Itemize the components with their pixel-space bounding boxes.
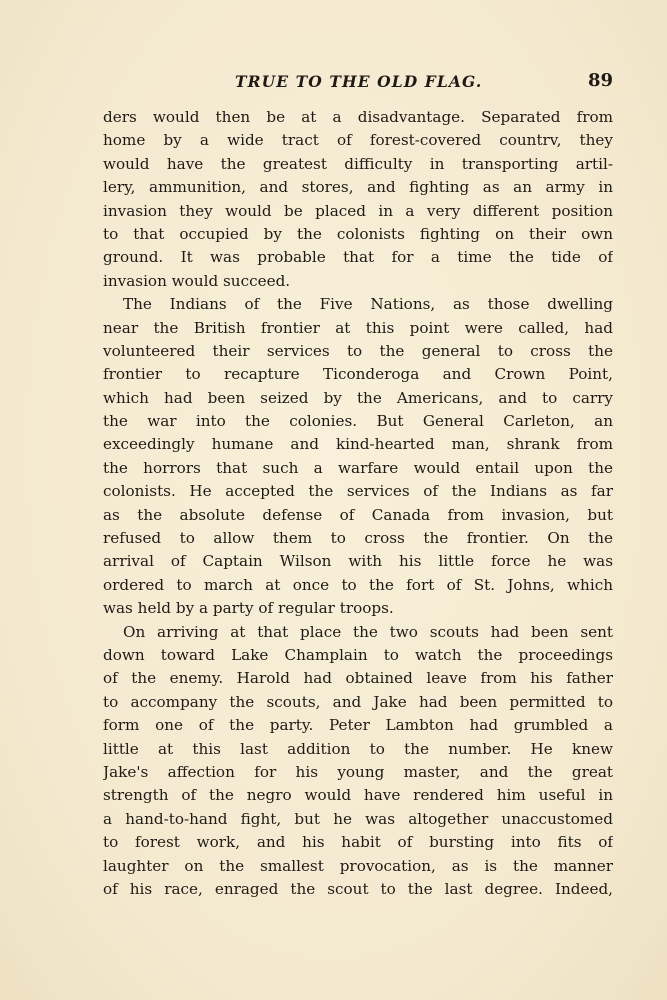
text-line: down toward Lake Champlain to watch the proceedings [103,645,613,664]
text-line: frontier to recapture Ticonderoga and Crown Point, [103,365,613,384]
text-line: form one of the party. Peter Lambton had grumbled a [103,716,613,735]
paragraph-start-line: On arriving at that place the two scouts had been sent [123,622,613,641]
text-line: to accompany the scouts, and Jake had been permitted to [103,692,613,711]
page-number: 89 [587,70,613,91]
text-line: lery, ammunition, and stores, and fighting as an army in [103,178,613,197]
running-title: TRUE TO THE OLD FLAG. [235,72,483,91]
text-line: arrival of Captain Wilson with his little force he was [103,552,613,571]
paragraph-end-line: was held by a party of regular troops. [103,599,394,618]
body-text [103,106,613,901]
text-line: to forest work, and his habit of bursting into fits of [103,833,613,852]
text-line: the horrors that such a warfare would entail upon the [103,458,613,477]
text-line: of the enemy. Harold had obtained leave from his father [103,669,613,688]
text-line: ders would then be at a disadvantage. Separated from [103,108,613,126]
text-line: volunteered their services to the general to cross the [103,341,613,360]
text-line: laughter on the smallest provocation, as is the manner [103,856,613,875]
paragraph-end-line: invasion would succeed. [103,271,291,290]
text-line: strength of the negro would have rendered him useful in [103,786,613,805]
text-line: which had been seized by the Americans, and to carry [103,388,613,407]
text-line: would have the greatest difficulty in transporting artil- [103,154,613,173]
text-line: of his race, enraged the scout to the last degree. Indeed, [103,879,613,898]
page-header [103,72,613,96]
text-line: ordered to march at once to the fort of St. Johns, which [103,575,613,594]
text-line: to that occupied by the colonists fighting on their own [103,224,613,243]
text-line: ground. It was probable that for a time the tide of [103,248,613,267]
text-line: home by a wide tract of forest-covered countrv, they [103,131,613,150]
text-line: Jake's affection for his young master, and the great [103,762,613,781]
text-line: a hand-to-hand fight, but he was altogether unaccustomed [103,809,613,828]
text-line: exceedingly humane and kind-hearted man, shrank from [103,435,613,454]
text-line: refused to allow them to cross the frontier. On the [103,529,613,548]
text-line: colonists. He accepted the services of the Indians as far [103,482,613,501]
text-line: invasion they would be placed in a very different position [103,201,613,220]
text-line: near the British frontier at this point were called, had [103,318,613,337]
paragraph-start-line: The Indians of the Five Nations, as those dwelling [123,295,613,314]
text-line: as the absolute defense of Canada from invasion, but [103,505,613,524]
text-line: little at this last addition to the number. He knew [103,739,613,758]
text-line: the war into the colonies. But General Carleton, an [103,412,613,431]
